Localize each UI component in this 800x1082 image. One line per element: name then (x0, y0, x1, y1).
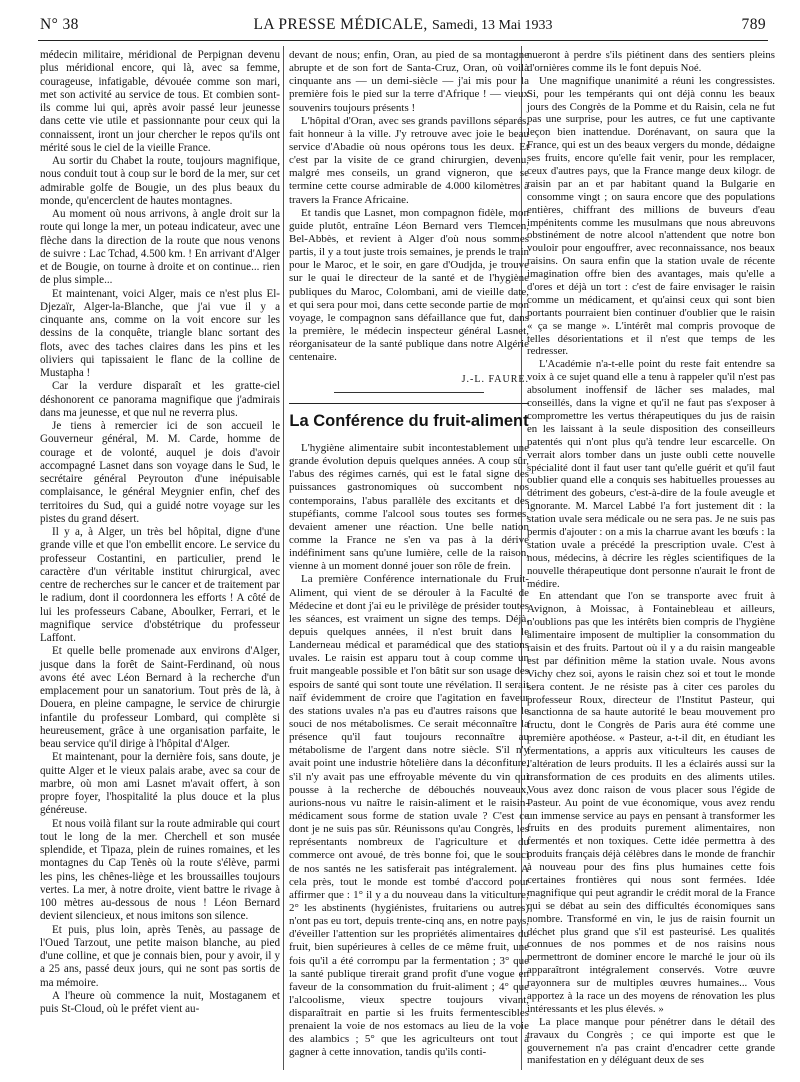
paragraph: Au moment où nous arrivons, à angle droit sur la route qui longe la mer, un poteau indicateur, avec une flèche dans la direction de la route que nous venons de suivre : Lac Tchad, 4.500 km. ! En arrivant d'Alger et de Bougie, on tourne à droite et on continue... rien de plus simple... (40, 208, 280, 287)
paragraph: Et maintenant, voici Alger, mais ce n'est plus El-Djezaïr, Alger-la-Blanche, que j'ai vue il y a cinquante ans, comme on la voit encore sur les dessins de la conquête, triangle blanc sortant des flots, avec des taches claires dans les pins et les oliviers qui tapissaient le flanc de la colline de Mustapha ! (40, 287, 280, 379)
paragraph: Une magnifique unanimité a réuni les congressistes. Si, pour les tempérants qui ont déjà connu les beaux jours des Congrès de la Pomme et du Raisin, cela ne fut pas une surprise, pour les autres, ce fut une captivante leçon bien inattendue. Dorénavant, on saura que la France, qui est un des beaux vergers du monde, dédaigne ses fruits, encore qu'elle fait venir, pour les remplacer, ceux d'autres pays, que la France mange deux kilogr. de raisin par an et par habitant quand la Bulgarie en consomme vingt ; on saura encore que des populations entières, chiffrant des millions de buveurs d'eau impénitents comme les musulmans que nous abreuvons obstinément de notre alcool n'attendent que notre bon vouloir pour engouffrer, avec reconnaissance, nos beaux raisins. On saura enfin que la station uvale de récente imagination offre bien des avantages, mais qu'elle a d'ores et déjà un tort : c'est de faire envisager le raisin comme un médicament, et qu'ainsi ceux qui sont bien portants pourraient bien continuer d'oublier que le raisin « ça se mange ». L'intérêt mal compris provoque de telles désorientations et il n'est que temps de les redresser. (527, 74, 775, 358)
paragraph: Et tandis que Lasnet, mon compagnon fidèle, mon guide plutôt, entraîne Léon Bernard vers Tlemcen, Bel-Abbès, et revient à Alger d'où nous sommes partis, il y a tout juste trois semaines, je prends le train pour le Maroc, et le soir, en gare d'Oudjda, je trouve sur le quai le directeur de la santé et de l'hygiène publiques du Maroc, Colombani, ami de vieille date, et qui sera pour moi, dans cette seconde partie de mon voyage, le compagnon sans défaillance que fut, dans la première, le médecin inspecteur général Lasnet, réorganisateur de la santé publique dans notre Algérie centenaire. (289, 206, 529, 364)
paragraph: La place manque pour pénétrer dans le détail des travaux du Congrès ; ce qui importe est que le gouvernement n'a pas craint d'encadrer cette grande manifestation en y déléguant deux de ses (527, 1015, 775, 1067)
paragraph: devant de nous; enfin, Oran, au pied de sa montagne abrupte et de son fort de Santa-Cruz, Oran, où voilà cinquante ans — un demi-siècle — j'ai mis pour la première fois le pied sur la terre d'Afrique ! — vieux souvenirs toujours présents ! (289, 49, 529, 114)
paragraph: L'hygiène alimentaire subit incontestablement une grande évolution depuis quelques années. A coup sûr, l'abus des régimes carnés, qui est le fatal signe des puissances gastronomiques où succombent nos contemporains, l'abus parallèle des excitants et des stupéfiants, comme l'alcool sous toutes ses formes, devaient amener une réaction. Une belle nation comme la France ne s'en va pas à la dérive indéfiniment sans qu'une lumière, celle de la raison, vienne à un moment donné jouer son rôle de frein. (289, 442, 529, 573)
column-divider (283, 46, 284, 1070)
column-3 (527, 49, 775, 1067)
paragraph: Et quelle belle promenade aux environs d'Alger, jusque dans la forêt de Saint-Ferdinand, où nous avons été avec Léon Bernard à la recherche d'un emplacement pour un sanatorium. Tout près de là, à Douera, en pleine campagne, le service de chirurgie infantile du professeur Lombard, qui complète si heureusement, grâce à une organisation parfaite, le beau service qu'il dirige à l'hôpital d'Alger. (40, 645, 280, 750)
paragraph: Car la verdure disparaît et les gratte-ciel déshonorent ce panorama magnifique que j'admirais dans ma jeunesse, et que nul ne reverra plus. (40, 380, 280, 419)
article-rule (289, 403, 529, 404)
paragraph: Et puis, plus loin, après Tenès, au passage de l'Oued Tarzout, une petite maison blanche, au pied d'une colline, et que je connais bien, pour y avoir, il y a 25 ans, passé deux jours, qui ne sont pas sortis de ma mémoire. (40, 923, 280, 989)
paragraph: Au sortir du Chabet la route, toujours magnifique, nous conduit tout à coup sur le bord de la mer, sur cet admirable golfe de Bougie, un des plus beaux du monde, qu'encerclent de hautes montagnes. (40, 155, 280, 207)
paragraph: La première Conférence internationale du Fruit-Aliment, qui vient de se dérouler à la Faculté de Médecine et dont j'ai eu le privilège de présider toutes les séances, est vraiment un signe des temps. Déjà, depuis quelques années, il n'est bruit dans le Landerneau médical et paramédical que des stations uvales. Le raisin est apparu tout à coup comme un fruit mangeable possible et l'on bâtit sur son usage des espoirs de santé qui sont toute une révélation. Il serait naïf évidemment de croire que l'agitation en faveur des stations uvales n'a pas eu d'autres raisons que le souci de nos métabolismes. Ce serait méconnaître la présence qu'il faut toujours reconnaître au métabolisme de l'argent dans notre siècle. S'il n'y avait point une industrie hôtelière dans la déconfiture, s'il n'y avait pas une effroyable mévente du vin qui pousse à la recherche de débouchés nouveaux, aurions-nous vu naître le raisin-aliment et le raisin-médicament sous forme de station uvale ? C'est ce dont je ne suis pas sûr. Réunissons qu'au Congrès, les représentants nombreux de l'agriculture et du commerce ont avoué, de très bonne foi, que le souci de nos santés ne les satisferait pas intégralement. A cela près, tout le monde est tombé d'accord pour affirmer que : 1° il y a du nouveau dans la viticulture; 2° les abstinents (hygiénistes, fruitariens ou autres) n'ont pas eu tort, depuis trente-cinq ans, en notre pays, d'éveiller l'attention sur les propriétés alimentaires du fruit, bien supérieures à celles de ce même fruit, une fois qu'il a été corrompu par la fermentation ; 3° que la santé publique tirerait grand profit d'une vogue en faveur de la consommation du fruit-aliment ; 4° que l'alcoolisme, vieux spectre toujours vivant, disparaîtrait en partie si les fruits fermentescibles prenaient la voie de nos estomacs au lieu de la voie des alambics ; 5° que les agriculteurs ont tout à gagner à cette innovation, tandis qu'ils conti- (289, 573, 529, 1059)
journal-name: LA PRESSE MÉDICALE, (253, 16, 428, 33)
paragraph: Je tiens à remercier ici de son accueil le Gouverneur général, M. M. Carde, homme de courage et de volonté, auquel je dois d'avoir accompagné Lasnet dans son voyage dans le Sud, le secrétaire général Peyrouton d'une inépuisable complaisance, le général Meygnier enfin, chef des territoires du Sud, qui a guidé notre voyage sur les pistes du grand désert. (40, 420, 280, 525)
paragraph: nueront à perdre s'ils piétinent dans des sentiers pleins d'ornières comme ils le font depuis Noé. (527, 49, 775, 74)
paragraph: Il y a, à Alger, un très bel hôpital, digne d'une grande ville et que l'on embellit encore. Le service du professeur Costantini, en particulier, prend le caractère d'un véritable institut chirurgical, avec centre de recherches sur le cancer et de traitement par le radium, dont il coordonnera les efforts ! A côté de lui les professeurs Cabane, Aboulker, Ferrari, et le magnifique service d'obstétrique du professeur Laffont. (40, 526, 280, 644)
header-rule (38, 40, 768, 41)
paragraph: A l'heure où commence la nuit, Mostaganem et puis St-Cloud, où le préfet vient au- (40, 989, 280, 1015)
column-2 (289, 49, 529, 1060)
paragraph: En attendant que l'on se transporte avec fruit à Avignon, à Moissac, à Fontainebleau et ailleurs, n'oublions pas que les intérêts bien compris de l'hygiène alimentaire imposent de multiplier la consommation du raisin et des fruits. Partout où il y a du raisin mangeable est par définition même la station uvale. Nous avons Vichy chez soi, ayons le raisin chez soi et tout le monde sera content. Je ne résiste pas à citer ces paroles du professeur Roux, directeur de l'Institut Pasteur, qui sanctionna de sa haute autorité le beau mouvement pro fructu, dont le Congrès de Paris aura été comme une première apothéose. « Pasteur, a-t-il dit, en étudiant les fermentations, a appris aux viticulteurs les causes de l'altération de leurs produits. Il les a éclairés aussi sur la transformation de ces produits en des aliments utiles. Vous avez donc raison de vous placer sous l'égide de Pasteur. Au point de vue économique, vous avez rendu un immense service au pays en pensant à transformer les fruits en des produits purement alimentaires, non fermentés et non toxiques. Cette idée permettra à des produits français déjà célèbres dans le monde de franchir à nouveau pour des fins plus humaines cette fois certaines frontières qui nous sont fermées. Idée magnifique qui peut agrandir le crédit moral de la France qui se débat au sein des difficultés économiques sans nombre. Transformé en vin, le jus de raisin fournit un déchet plus grand que s'il est pasteurisé. Les qualités connues de nos pommes et de nos raisins nous permettront de dominer encore le marché le jour où ils apparaîtront intégralement conservés. Votre œuvre rayonnera sur de multiples œuvres humaines... Vous apportez à la race un des moyens de rénovation les plus intéressants et les plus élevés. » (527, 590, 775, 1015)
paragraph: Et nous voilà filant sur la route admirable qui court tout le long de la mer. Cherchell et son musée splendide, et Tipaza, plein de ruines romaines, et les montagnes du Cap Tenès où la route s'élève, parmi les pins, les chênes-liège et les broussailles toujours vertes. La mer, à notre droite, vient battre le rivage à 100 mètres au-dessous de nous ! Léon Bernard devient silencieux, et nous imitons son silence. (40, 817, 280, 923)
paragraph: médecin militaire, méridional de Perpignan devenu plus méridional encore, qui là, avec sa femme, courageuse, infatigable, dévouée comme son mari, met son activité au service de tous. Et combien sont-ils comme lui qui, après avoir passé leur jeunesse dans cette vie utile et passionnante pour ceux qui la connaissent, iront un jour chercher le repos qu'ils ont mérité sous le ciel de la vieille France. (40, 49, 280, 154)
article-separator (334, 392, 484, 393)
page-number: 789 (741, 16, 766, 33)
paragraph: Et maintenant, pour la dernière fois, sans doute, je quitte Alger et le vieux palais arabe, avec sa cour de marbre, où mon ami Lasnet m'avait offert, à son propre foyer, l'hospitalité la plus douce et la plus généreuse. (40, 751, 280, 817)
issue-number: N° 38 (40, 16, 79, 33)
paragraph: L'hôpital d'Oran, avec ses grands pavillons séparés, fait honneur à la ville. J'y retrouve avec joie le beau service d'Abadie où nous opérons tous les deux. Et c'est par la visite de ce grand chirurgien, devenu, malgré mes conseils, un grand vigneron, que se termine cette course admirable de 4.000 kilomètres à travers la France Africaine. (289, 114, 529, 206)
author-signature: J.-L. FAURE. (461, 374, 529, 386)
paragraph: L'Académie n'a-t-elle point du reste fait entendre sa voix à ce sujet quand elle a tenu à rappeler qu'il n'est pas absolument inoffensif de lâcher ses malades, mal conseillés, dans la vigne et qu'il ne faut pas s'exposer à compromettre les vertus thérapeutiques du jus de raisin en les laissant à la seule disposition des conseilleurs patentés qui n'ont plus qu'à tendre leur escarcelle. On verrait alors tomber dans un juste oubli cette nouvelle spécialité dont il faut user tant qu'elle guérit et qu'il faut oublier quand elle a conquis ses habituelles prouesses au détriment des gobeurs, c'est-à-dire de la foule aveugle et ignorante. M. Marcel Labbé l'a fort justement dit : la station uvale sera médicale ou ne sera pas. Je ne suis pas permis d'ajouter : on a mis la charrue avant les bœufs : la station uvale a précédé la prescription uvale. C'est à nous, médecins, à décrire les règles scientifiques de la nouvelle thérapeutique dont personne n'aurait le front de médire. (527, 358, 775, 590)
issue-date: Samedi, 13 Mai 1933 (431, 18, 553, 33)
article-title: La Conférence du fruit-aliment (289, 412, 529, 431)
journal-title (40, 16, 766, 34)
page-header (40, 16, 766, 38)
column-1 (40, 49, 280, 1016)
